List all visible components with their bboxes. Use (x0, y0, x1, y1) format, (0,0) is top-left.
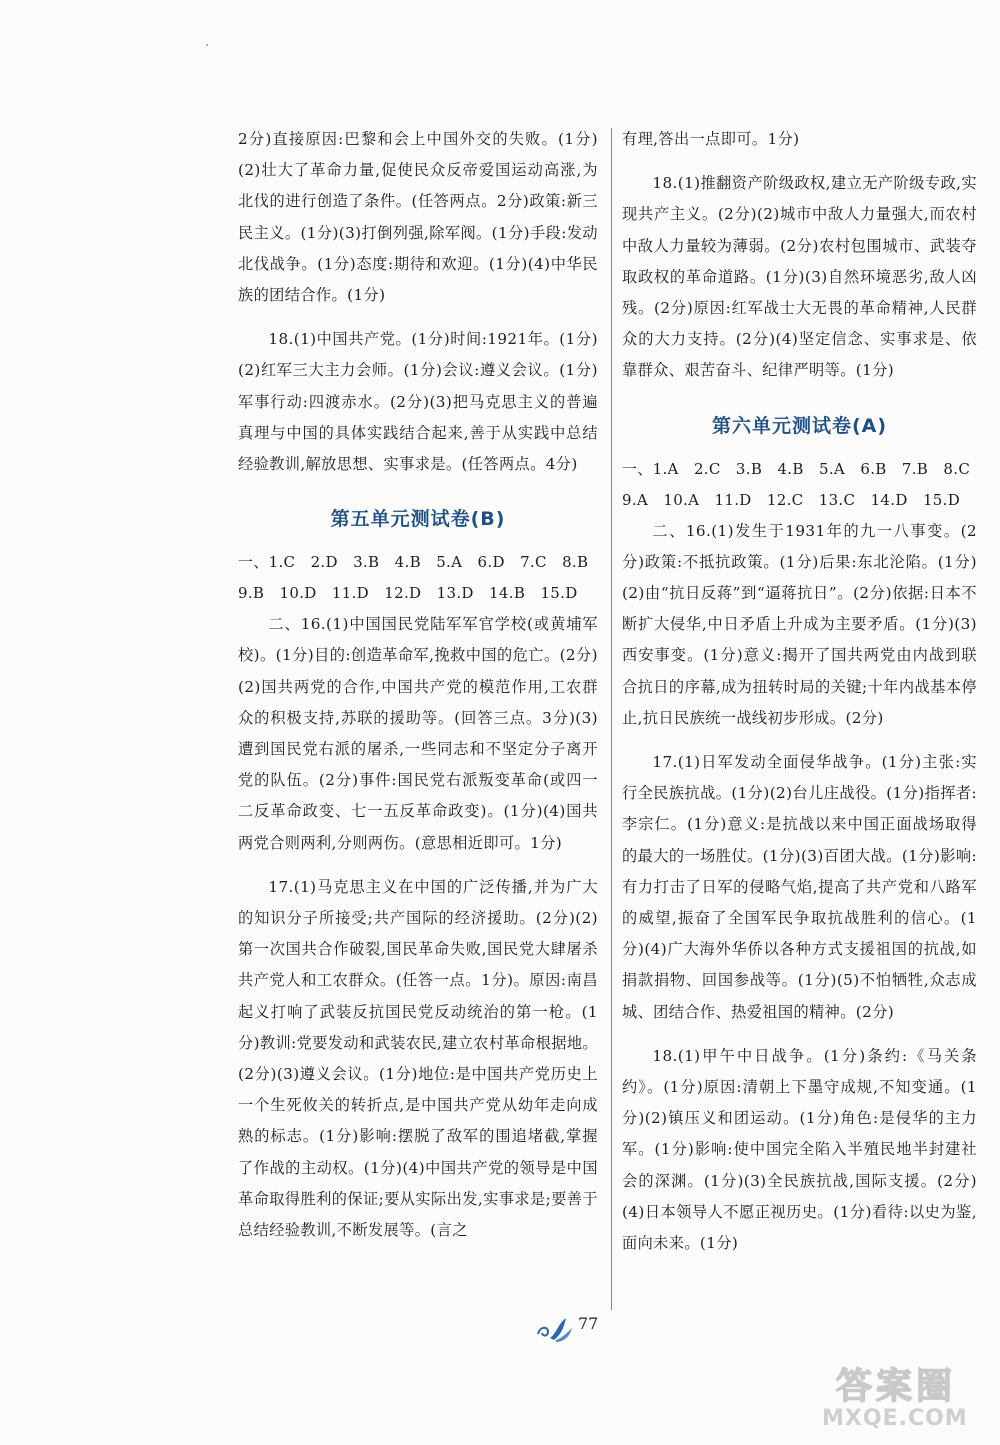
swirl-ornament-icon (534, 1312, 574, 1346)
watermark-logo-text: 答案圈 (836, 1366, 957, 1407)
column-divider (611, 128, 612, 1310)
left-answer-17: 17.(1)马克思主义在中国的广泛传播,并为广大的知识分子所接受;共产国际的经济援助。(2分)(2)第一次国共合作破裂,国民革命失败,国民党大肆屠杀共产党人和工农群众。(任答一点。1分)。原因:南昌起义打响了武装反抗国民党反动统治的第一枪。(1分)教训:党要发动和武装农民,建立农村革命根据地。(2分)(3)遵义会议。(1分)地位:是中国共产党历史上一个生死攸关的转折点,是中国共产党从幼年走向成熟的标志。(1分)影响:摆脱了敌军的围追堵截,掌握了作战的主动权。(1分)(4)中国共产党的领导是中国革命取得胜利的保证;要从实际出发,实事求是;要善于总结经验教训,不断发展等。(言之 (238, 877, 598, 1240)
watermark (818, 1358, 994, 1440)
right-answer-17: 17.(1)日军发动全面侵华战争。(1分)主张:实行全民族抗战。(1分)(2)台儿庄战役。(1分)指挥者:李宗仁。(1分)意义:是抗战以来中国正面战场取得的最大的一场胜仗。(1分)(3)百团大战。(1分)影响:有力打击了日军的侵略气焰,提高了共产党和八路军的威望,振奋了全国军民争取抗战胜利的信心。(1分)(4)广大海外华侨以各种方式支援祖国的抗战,如捐款捐物、回国参战等。(1分)(5)不怕牺牲,众志成城、团结合作、热爱祖国的精神。(2分) (622, 753, 977, 1021)
page-footer (534, 1312, 654, 1352)
section-heading-unit5-b: 第五单元测试卷(B) (330, 508, 506, 531)
left-mc-row-1: 一、1.C 2.D 3.B 4.B 5.A 6.D 7.C 8.B (238, 553, 589, 572)
left-answer-block-1: 2分)直接原因:巴黎和会上中国外交的失败。(1分)(2)壮大了革命力量,促使民众反帝爱国运动高涨,为北伐的进行创造了条件。(任答两点。2分)政策:新三民主义。(1分)(3)打倒列强,除军阀。(1分)手段:发动北伐战争。(1分)态度:期待和欢迎。(1分)(4)中华民族的团结合作。(1分) (238, 130, 598, 305)
left-answer-18: 18.(1)中国共产党。(1分)时间:1921年。(1分)(2)红军三大主力会师。(1分)会议:遵义会议。(1分)军事行动:四渡赤水。(2分)(3)把马克思主义的普遍真理与中国的具体实践结合起来,善于从实践中总结经验教训,解放思想、实事求是。(任答两点。4分) (238, 330, 598, 474)
right-mc-row-1: 一、1.A 2.C 3.B 4.B 5.A 6.B 7.B 8.C (622, 459, 971, 478)
right-mc-row-2: 9.A 10.A 11.D 12.C 13.C 14.D 15.D (622, 490, 961, 509)
page-number: 77 (578, 1314, 599, 1333)
right-answer-18b: 18.(1)甲午中日战争。(1分)条约:《马关条约》。(1分)原因:清朝上下墨守成规,不知变通。(1分)(2)镇压义和团运动。(1分)角色:是侵华的主力军。(1分)影响:使中国完全陷入半殖民地半封建社会的深渊。(1分)(3)全民族抗战,国际支援。(2分)(4)日本领导人不愿正视历史。(1分)看待:以史为鉴,面向未来。(1分) (622, 1046, 977, 1253)
watermark-url: MXQE.COM (822, 1406, 968, 1431)
left-mc-row-2: 9.B 10.D 11.D 12.D 13.D 14.B 15.D (238, 584, 578, 603)
right-answer-18: 18.(1)推翻资产阶级政权,建立无产阶级专政,实现共产主义。(2分)(2)城市中敌人力量强大,而农村中敌人力量较为薄弱。(2分)农村包围城市、武装夺取政权的革命道路。(1分)(3)自然环境恶劣,敌人凶残。(2分)原因:红军战士大无畏的革命精神,人民群众的大力支持。(2分)(4)坚定信念、实事求是、依靠群众、艰苦奋斗、纪律严明等。(1分) (622, 174, 977, 380)
right-answer-16: 二、16.(1)发生于1931年的九一八事变。(2分)政策:不抵抗政策。(1分)后果:东北沦陷。(1分)(2)由“抗日反蒋”到“逼蒋抗日”。(2分)依据:日本不断扩大侵华,中日矛盾上升成为主要矛盾。(1分)(3)西安事变。(1分)意义:揭开了国共两党由内战到联合抗日的序幕,成为扭转时局的关键;十年内战基本停止,抗日民族统一战线初步形成。(2分) (622, 521, 977, 727)
scan-speck (206, 44, 208, 46)
left-column (238, 124, 598, 1246)
right-column (622, 124, 977, 1259)
section-heading-unit6-a: 第六单元测试卷(A) (711, 414, 888, 437)
left-answer-16: 二、16.(1)中国国民党陆军军官学校(或黄埔军校)。(1分)目的:创造革命军,挽救中国的危亡。(2分)(2)国共两党的合作,中国共产党的模范作用,工农群众的积极支持,苏联的援助等。(回答三点。3分)(3)遭到国民党右派的屠杀,一些同志和不坚定分子离开党的队伍。(2分)事件:国民党右派叛变革命(或四一二反革命政变、七一五反革命政变)。(1分)(4)国共两党合则两利,分则两伤。(意思相近即可。1分) (238, 615, 598, 852)
right-answer-continued: 有理,答出一点即可。1分) (622, 130, 800, 148)
